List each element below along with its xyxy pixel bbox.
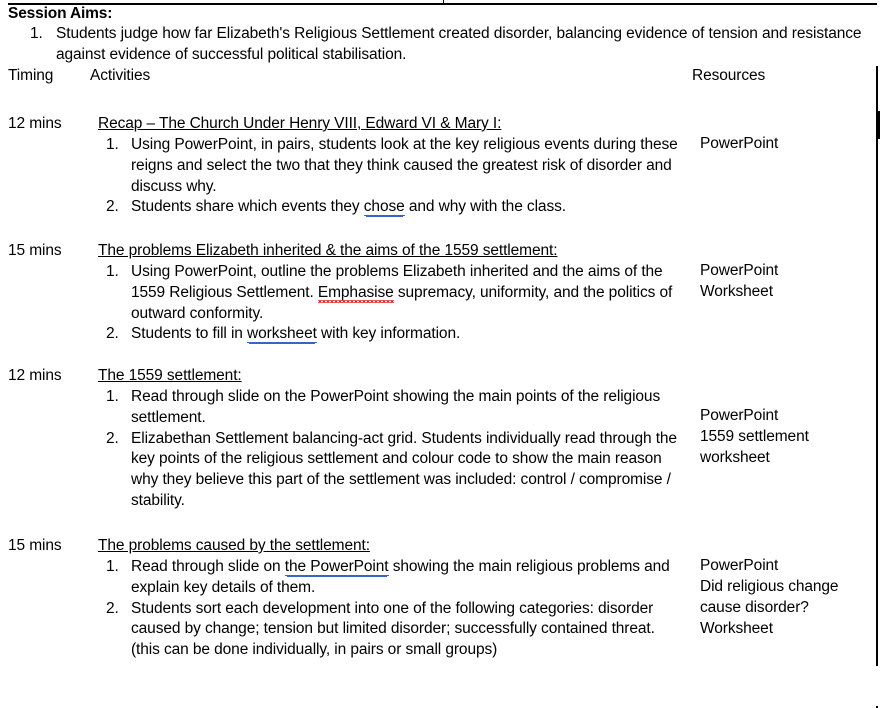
step-number: 2. bbox=[106, 325, 119, 343]
resource-line: Worksheet bbox=[700, 282, 773, 300]
session-aim-item bbox=[8, 24, 877, 66]
step-text: Students sort each development into one of the following categories: disorder caused by change; tension but limited disorder; successfully contained threat. (this can be done individually, in pairs or small groups) bbox=[131, 599, 655, 659]
activity-step-list bbox=[98, 262, 685, 345]
resources-column[interactable] bbox=[692, 108, 877, 708]
step-text: and why with the class. bbox=[404, 198, 566, 216]
step-number: 1. bbox=[106, 557, 119, 575]
activity-heading: The 1559 settlement: bbox=[98, 366, 242, 384]
resource-line: PowerPoint bbox=[700, 261, 779, 279]
activity-heading: The problems Elizabeth inherited & the aims of the 1559 settlement: bbox=[98, 241, 558, 259]
step-number: 2. bbox=[106, 198, 119, 216]
activity-step bbox=[98, 557, 685, 599]
step-text: showing the main religious problems and explain key details of them. bbox=[131, 557, 670, 596]
table-body-row bbox=[8, 108, 877, 708]
grammar-flagged-text: the PowerPoint bbox=[284, 557, 389, 575]
resource-line: PowerPoint bbox=[700, 556, 779, 574]
lesson-plan-body bbox=[8, 4, 877, 708]
resource-line: Worksheet bbox=[700, 619, 773, 637]
activity-step bbox=[98, 197, 685, 218]
activity-step bbox=[98, 429, 685, 512]
aim-text: Students judge how far Elizabeth's Religious Settlement created disorder, balancing evidence of tension and resistance against evidence of successful political stabilisation. bbox=[56, 25, 862, 64]
activity-block bbox=[98, 366, 685, 512]
session-aims-list bbox=[8, 24, 877, 66]
timing-cell: 15 mins bbox=[8, 536, 62, 554]
activity-heading: Recap – The Church Under Henry VIII, Edward VI & Mary I: bbox=[98, 114, 502, 132]
column-header-timing: Timing bbox=[8, 66, 54, 84]
step-text: Students to fill in bbox=[131, 325, 248, 343]
step-text: Elizabethan Settlement balancing-act grid. Students individually read through the key points of the religious settlement and colour code to show the main reason why they believe this part of the settlement was included: control / compromise / stability. bbox=[131, 429, 677, 510]
timing-column[interactable] bbox=[8, 108, 90, 708]
resources-cell bbox=[700, 556, 869, 639]
activity-block bbox=[98, 536, 685, 661]
activity-step-list bbox=[98, 387, 685, 512]
activity-step-list bbox=[98, 135, 685, 218]
activity-step bbox=[98, 599, 685, 662]
grammar-flagged-text: worksheet bbox=[247, 325, 317, 343]
session-aims-heading: Session Aims: bbox=[8, 5, 113, 22]
activity-block bbox=[98, 241, 685, 345]
timing-cell: 12 mins bbox=[8, 366, 62, 384]
step-number: 1. bbox=[106, 262, 119, 280]
activity-step bbox=[98, 324, 685, 345]
resource-line: PowerPoint bbox=[700, 134, 779, 152]
resources-cell bbox=[700, 261, 869, 303]
resource-line: PowerPoint bbox=[700, 406, 779, 424]
step-number: 1. bbox=[106, 387, 119, 405]
resources-cell bbox=[700, 134, 869, 155]
activity-step bbox=[98, 387, 685, 429]
step-text: Using PowerPoint, outline the problems Elizabeth inherited and the aims of the 1559 Religious Settlement. bbox=[131, 262, 663, 301]
spelling-flagged-text: Emphasise bbox=[317, 283, 394, 301]
step-text: supremacy, uniformity, and the politics of outward conformity. bbox=[131, 283, 673, 322]
session-aims-cell[interactable] bbox=[8, 4, 877, 66]
aim-number: 1. bbox=[30, 25, 43, 43]
step-number: 2. bbox=[106, 429, 119, 447]
timing-cell: 12 mins bbox=[8, 114, 62, 132]
resource-line: cause disorder? bbox=[700, 598, 809, 616]
viewport-bottom-clip bbox=[0, 666, 888, 706]
table-header-row bbox=[8, 66, 877, 108]
activity-step bbox=[98, 135, 685, 198]
session-aims-row bbox=[8, 4, 877, 66]
activity-block bbox=[98, 114, 685, 218]
resource-line: 1559 settlement bbox=[700, 427, 809, 445]
step-text: Read through slide on the PowerPoint showing the main points of the religious settlement. bbox=[131, 387, 661, 426]
grammar-flagged-text: chose bbox=[363, 198, 405, 216]
column-header-activities: Activities bbox=[90, 66, 151, 84]
step-text: Read through slide on bbox=[131, 557, 285, 575]
step-text: Using PowerPoint, in pairs, students look at the key religious events during these reigns and select the two that they think caused the greatest risk of disorder and discuss why. bbox=[131, 135, 678, 195]
resources-cell bbox=[700, 406, 869, 469]
timing-cell: 15 mins bbox=[8, 241, 62, 259]
activity-heading: The problems caused by the settlement: bbox=[98, 536, 370, 554]
activity-step bbox=[98, 262, 685, 325]
step-number: 2. bbox=[106, 599, 119, 617]
activity-step-list bbox=[98, 557, 685, 661]
step-text: Students share which events they bbox=[131, 198, 364, 216]
lesson-plan-table[interactable] bbox=[8, 4, 878, 708]
activities-column[interactable] bbox=[90, 108, 692, 708]
resource-line: Did religious change bbox=[700, 577, 839, 595]
column-header-resources: Resources bbox=[692, 66, 877, 108]
resource-line: worksheet bbox=[700, 448, 770, 466]
step-number: 1. bbox=[106, 135, 119, 153]
text-caret bbox=[878, 111, 880, 139]
step-text: with key information. bbox=[316, 325, 461, 343]
